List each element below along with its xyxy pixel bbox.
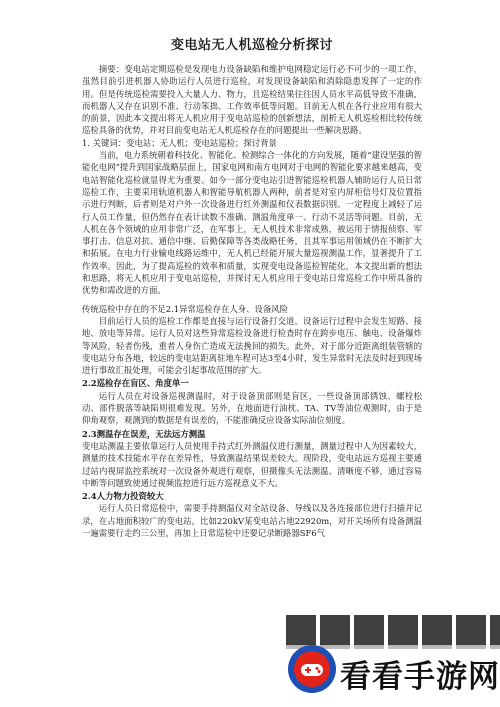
- heading-2-3: 2.3测温存在误差，无法远方测温: [82, 428, 206, 439]
- article-title: 变电站无人机巡检分析探讨: [170, 38, 333, 53]
- heading-2-2: 2.2巡检存在盲区、角度单一: [82, 378, 189, 389]
- paragraph-2-2: 运行人员在对设备巡视测温时，对于设备顶部则是盲区，一些设备顶部锈蚀、螺栓松动、部件脱落等缺陷则很难发现。另外，在地面进行油枕、TA、TV等油位观测时，由于是仰角观察，观测到的数据是有误差的，不能准确反应设备实际油位刻度。: [82, 390, 422, 426]
- keywords: 1. 关键词：变电站；无人机；变电站巡检；探讨背景: [82, 137, 277, 148]
- site-watermark: [286, 615, 500, 707]
- watermark-text: 看看手游网: [340, 659, 500, 695]
- background-paragraph: 当前，电力系统朝着科技化、智能化、检测综合一体化的方向发展，随着“建设坚强的智能化电网”提升到国家战略层面上，国家电网和南方电网对于电网的智能化要求越来越高，变电站智能化巡检就显得尤为重要。如今一部分变电站引进智能巡检机器人辅助运行人员日常巡检工作，主要采用轨道机器人和智能导航机器人两种，前者是对室内屏柜信号灯及位置指示进行判断，后者则是对户外一次设备进行红外测温和仪表数据识别。一定程度上减轻了运行人员工作量，但仍然存在表计读数不准确、测温角度单一、行动不灵活等问题。目前，无人机在各个领域的应用非常广泛，在军事上，无人机技术非常成熟，被运用于情报侦察、军事打击、信息对抗、通信中继、后勤保障等各类战略任务，且其军事运用领域仍在不断扩大和拓展。在电力行业输电线路运维中，无人机已经能开展大量巡视测温工作，显著提升了工作效率。因此，为了提高巡检的效率和质量，实现变电设备巡检智能化，本文提出新的想法和思路，将无人机应用于变电站巡检，并探讨无人机应用于变电站日常巡检工作中所具备的优势和需改进的方面。: [82, 150, 422, 296]
- heading-2-4: 2.4人力物力投资较大: [82, 491, 164, 502]
- game-controller-logo-icon: [286, 643, 338, 695]
- article: [82, 34, 422, 539]
- abstract: 摘要：变电站定期巡检是发现电力设备缺陷和维护电网稳定运行必不可少的一项工作，虽然目前引进机器人协助运行人员进行巡检，对发现设备缺陷和消除隐患发挥了一定的作用。但是传统巡检需要投入大量人力、物力，且巡检结果往往因人员水平高低导致不准确，而机器人又存在识别不准、行动笨拙、工作效率低等问题。目前无人机在各行业应用有很大的前景，因此本文提出将无人机应用于变电站巡检的创新想法，剖析无人机巡检相比较传统巡检具备的优势，并对目前变电站无人机巡检存在的问题提出一些解决思路。: [82, 64, 422, 136]
- section-2-heading: 传统巡检中存在的不足2.1异常巡检存在人身、设备风险: [82, 303, 288, 314]
- paragraph-2-1: 目前运行人员的巡检工作都是直接与运行设备打交道。设备运行过程中会发生短路、接地、放电等异常。运行人员对这些异常巡检设备进行检查时存在跨步电压、触电、设备爆炸等风险，轻者伤残，重者人身伤亡造成无法挽回的损失。此外，对于部分近距离组装管辖的变电站分布各地，较远的变电站距离驻地车程可达3至4小时，发生异常时无法及时赶到现场进行事故汇报处理，可能会引起事故范围的扩大。: [82, 315, 422, 376]
- paragraph-2-4: 运行人员日常巡检中，需要手持测温仪对全站设备、导线以及各连接部位进行扫描并记录，在占地面积较广的变电站，比如220kV某变电站占地22920m，对开关场所有设备测温一遍需要行走约三公里，再加上日常巡检中还要记录断路器SF6气: [82, 503, 422, 538]
- paragraph-2-3: 变电站测温主要依靠运行人员使用手持式红外测温仪进行测量，测量过程中人为因素较大，测量的技术技能水平存在差异性，导致测温结果误差较大。现阶段，变电站远方巡视主要通过站内视屏监控系统对一次设备外观进行观察，但摄像头无法测温、清晰度不够，通过容易中断等问题致使通过视频监控进行远方巡视意义不大。: [82, 440, 422, 488]
